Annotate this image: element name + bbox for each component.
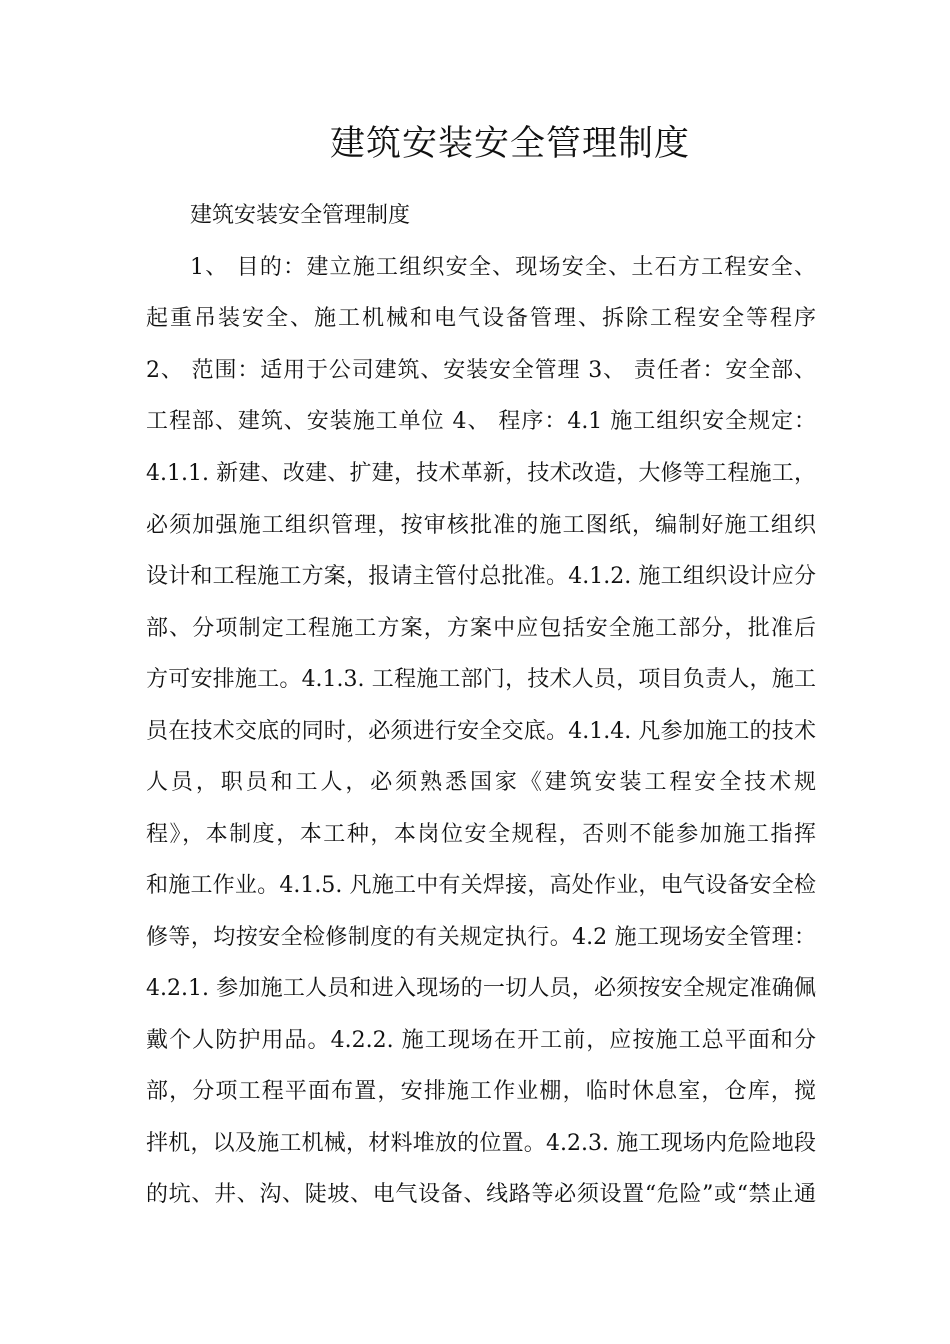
text-line: 戴个人防护用品。4.2.2. 施工现场在开工前，应按施工总平面和分 — [146, 1028, 816, 1053]
text-line: 必须加强施工组织管理，按审核批准的施工图纸，编制好施工组织 — [146, 513, 816, 538]
text-line: 人员，职员和工人，必须熟悉国家《建筑安装工程安全技术规 — [146, 770, 816, 795]
text-line: 部，分项工程平面布置，安排施工作业棚，临时休息室，仓库，搅 — [146, 1079, 816, 1104]
text-line: 员在技术交底的同时，必须进行安全交底。4.1.4. 凡参加施工的技术 — [146, 719, 816, 744]
text-line: 程》，本制度，本工种，本岗位安全规程，否则不能参加施工指挥 — [146, 822, 816, 847]
text-line: 4.1.1. 新建、改建、扩建，技术革新，技术改造，大修等工程施工， — [146, 461, 816, 486]
text-line: 1、 目的：建立施工组织安全、现场安全、土石方工程安全、 — [190, 255, 816, 280]
text-line: 修等，均按安全检修制度的有关规定执行。4.2 施工现场安全管理： — [146, 925, 816, 950]
text-line: 的坑、井、沟、陡坡、电气设备、线路等必须设置“危险”或“禁止通 — [146, 1182, 816, 1207]
subtitle-line: 建筑安装安全管理制度 — [190, 203, 411, 228]
text-line: 和施工作业。4.1.5. 凡施工中有关焊接，高处作业，电气设备安全检 — [146, 873, 816, 898]
text-line: 起重吊装安全、施工机械和电气设备管理、拆除工程安全等程序 — [146, 306, 816, 331]
text-line: 4.2.1. 参加施工人员和进入现场的一切人员，必须按安全规定准确佩 — [146, 976, 816, 1001]
text-line: 方可安排施工。4.1.3. 工程施工部门，技术人员，项目负责人，施工 — [146, 667, 816, 692]
document-title: 建筑安装安全管理制度 — [329, 124, 690, 164]
text-line: 工程部、建筑、安装施工单位 4、 程序：4.1 施工组织安全规定： — [146, 409, 816, 434]
text-line: 设计和工程施工方案，报请主管付总批准。4.1.2. 施工组织设计应分 — [146, 564, 816, 589]
text-line: 2、 范围：适用于公司建筑、安装安全管理 3、 责任者：安全部、 — [146, 358, 816, 383]
text-line: 拌机，以及施工机械，材料堆放的位置。4.2.3. 施工现场内危险地段 — [146, 1131, 816, 1156]
text-line: 部、分项制定工程施工方案，方案中应包括安全施工部分，批准后 — [146, 616, 816, 641]
